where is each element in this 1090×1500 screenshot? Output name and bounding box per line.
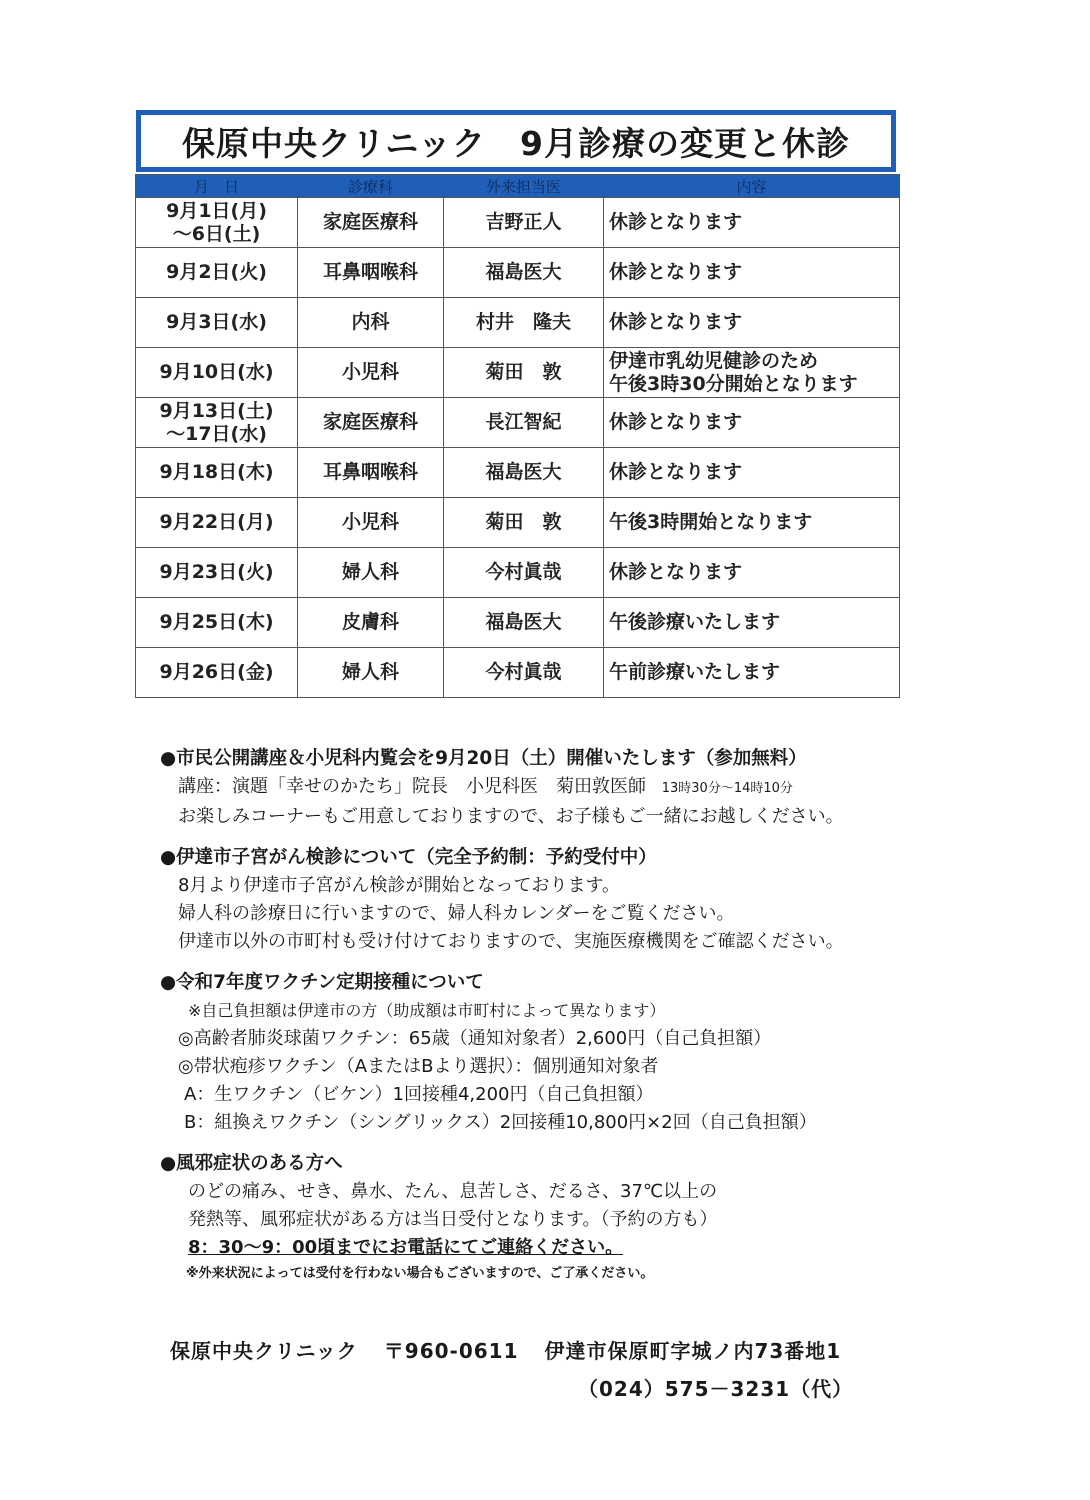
- table-row: [136, 448, 900, 498]
- cell-content: 休診となります: [604, 448, 900, 498]
- notice-vaccine-line: B：組換えワクチン（シングリックス）2回接種10,800円×2回（自己負担額）: [184, 1112, 817, 1133]
- cell-date: 9月3日(水): [136, 298, 298, 348]
- cell-doctor: 吉野正人: [444, 198, 604, 248]
- cell-dept: 皮膚科: [298, 598, 444, 648]
- page-title-box: [136, 110, 896, 172]
- table-row: [136, 598, 900, 648]
- cell-dept: 家庭医療科: [298, 198, 444, 248]
- notice-vaccine-line: ◎高齢者肺炎球菌ワクチン：65歳（通知対象者）2,600円（自己負担額）: [178, 1028, 772, 1049]
- table-header-row: [136, 175, 900, 198]
- table-row: [136, 648, 900, 698]
- cell-date: 9月13日(土) ～17日(水): [136, 398, 298, 448]
- cell-content: 午前診療いたします: [604, 648, 900, 698]
- notices: [160, 744, 1060, 1298]
- footer-clinic: 保原中央クリニック: [170, 1339, 358, 1363]
- cell-dept: 小児科: [298, 498, 444, 548]
- header-content: 内容: [604, 175, 900, 198]
- lecture-time: 13時30分～14時10分: [661, 781, 793, 796]
- cell-dept: 家庭医療科: [298, 398, 444, 448]
- notice-cold-contact: 8：30～9：00頃までにお電話にてご連絡ください。: [188, 1237, 624, 1258]
- notice-vaccine-line: ◎帯状疱疹ワクチン（AまたはBより選択）：個別通知対象者: [178, 1056, 659, 1077]
- footer-address-line: [170, 1335, 859, 1364]
- notice-lecture-line: お楽しみコーナーもご用意しておりますので、お子様もご一緒にお越しください。: [178, 806, 844, 827]
- notice-vaccine: [160, 968, 1060, 1137]
- cell-doctor: 村井 隆夫: [444, 298, 604, 348]
- cell-dept: 耳鼻咽喉科: [298, 248, 444, 298]
- footer-address: 伊達市保原町字城ノ内73番地1: [544, 1339, 842, 1363]
- cell-doctor: 菊田 敦: [444, 348, 604, 398]
- header-doctor: 外来担当医: [444, 175, 604, 198]
- notice-cold-line: 発熱等、風邪症状がある方は当日受付となります。（予約の方も）: [188, 1209, 718, 1230]
- cell-doctor: 福島医大: [444, 448, 604, 498]
- cell-date: 9月25日(木): [136, 598, 298, 648]
- cell-doctor: 長江智紀: [444, 398, 604, 448]
- notice-cancer-line: 伊達市以外の市町村も受け付けておりますので、実施医療機関をご確認ください。: [178, 931, 844, 952]
- notice-lecture-line: [160, 773, 1060, 803]
- cell-content: 午後診療いたします: [604, 598, 900, 648]
- cell-dept: 内科: [298, 298, 444, 348]
- table-row: [136, 198, 900, 248]
- cell-date: 9月1日(月) ～6日(土): [136, 198, 298, 248]
- table-row: [136, 498, 900, 548]
- notice-cancer-head: ●伊達市子宮がん検診について（完全予約制：予約受付中）: [160, 847, 657, 868]
- table-row: [136, 348, 900, 398]
- table-row: [136, 298, 900, 348]
- lecture-speaker: 講座：演題「幸せのかたち」院長 小児科医 菊田敦医師: [178, 776, 646, 797]
- cell-content: 休診となります: [604, 298, 900, 348]
- header-date: 月 日: [136, 175, 298, 198]
- cell-dept: 耳鼻咽喉科: [298, 448, 444, 498]
- notice-cancer-line: 8月より伊達市子宮がん検診が開始となっております。: [178, 875, 621, 896]
- cell-content: 午後3時開始となります: [604, 498, 900, 548]
- notice-cancer: [160, 843, 1060, 956]
- notice-vaccine-line: A：生ワクチン（ビケン）1回接種4,200円（自己負担額）: [184, 1084, 654, 1105]
- table-row: [136, 398, 900, 448]
- footer-postal: 〒960-0611: [383, 1339, 519, 1363]
- cell-doctor: 今村眞哉: [444, 648, 604, 698]
- notice-lecture: [160, 744, 1060, 831]
- page-title: 保原中央クリニック 9月診療の変更と休診: [182, 123, 850, 163]
- notice-cold-head: ●風邪症状のある方へ: [160, 1153, 343, 1174]
- cell-content: 休診となります: [604, 548, 900, 598]
- cell-doctor: 福島医大: [444, 598, 604, 648]
- notice-lecture-head: ●市民公開講座＆小児科内覧会を9月20日（土）開催いたします（参加無料）: [160, 748, 807, 769]
- cell-date: 9月2日(火): [136, 248, 298, 298]
- table-row: [136, 548, 900, 598]
- cell-date: 9月26日(金): [136, 648, 298, 698]
- notice-cold: [160, 1149, 1060, 1286]
- cell-dept: 婦人科: [298, 548, 444, 598]
- cell-doctor: 今村眞哉: [444, 548, 604, 598]
- cell-content: 休診となります: [604, 398, 900, 448]
- notice-vaccine-head: ●令和7年度ワクチン定期接種について: [160, 972, 484, 993]
- schedule-table: [135, 174, 900, 698]
- cell-doctor: 福島医大: [444, 248, 604, 298]
- cell-date: 9月23日(火): [136, 548, 298, 598]
- notice-cold-line: のどの痛み、せき、鼻水、たん、息苦しさ、だるさ、37℃以上の: [188, 1181, 718, 1202]
- cell-date: 9月22日(月): [136, 498, 298, 548]
- notice-cancer-line: 婦人科の診療日に行いますので、婦人科カレンダーをご覧ください。: [178, 903, 735, 924]
- notice-vaccine-line: ※自己負担額は伊達市の方（助成額は市町村によって異なります）: [188, 1001, 666, 1020]
- cell-content: 休診となります: [604, 248, 900, 298]
- cell-dept: 小児科: [298, 348, 444, 398]
- cell-date: 9月18日(木): [136, 448, 298, 498]
- header-dept: 診療科: [298, 175, 444, 198]
- notice-cold-note: ※外来状況によっては受付を行わない場合もございますので、ご了承ください。: [186, 1266, 654, 1281]
- cell-doctor: 菊田 敦: [444, 498, 604, 548]
- cell-content: 伊達市乳幼児健診のため 午後3時30分開始となります: [604, 348, 900, 398]
- footer-phone: （024）575－3231（代）: [578, 1377, 854, 1401]
- table-row: [136, 248, 900, 298]
- cell-date: 9月10日(水): [136, 348, 298, 398]
- schedule-body: [136, 198, 900, 698]
- cell-dept: 婦人科: [298, 648, 444, 698]
- cell-content: 休診となります: [604, 198, 900, 248]
